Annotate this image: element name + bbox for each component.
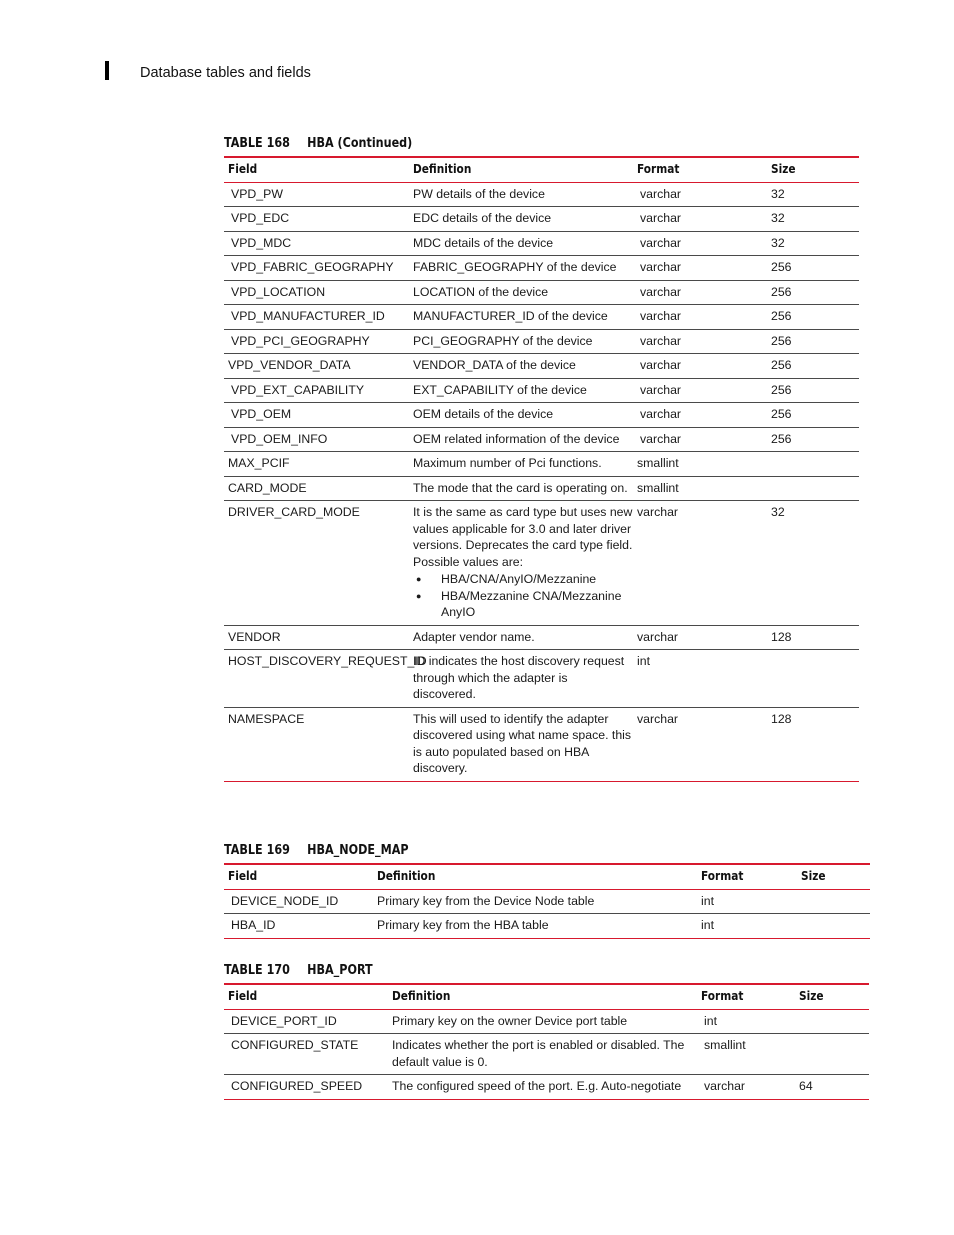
table-row xyxy=(224,1034,869,1075)
margin-change-bar xyxy=(105,61,109,80)
cell-format: int xyxy=(701,1009,799,1034)
cell-format: int xyxy=(637,650,771,708)
table-170-caption xyxy=(224,963,373,978)
cell-format: int xyxy=(701,889,801,914)
cell-definition: This will used to identify the adapter discovered using what name space. this is auto populated based on HBA discovery. xyxy=(413,707,637,781)
cell-size: 32 xyxy=(771,231,859,256)
table-row xyxy=(224,914,870,939)
cell-format: varchar xyxy=(637,207,771,232)
table-169-caption xyxy=(224,843,409,858)
cell-definition: PCI_GEOGRAPHY of the device xyxy=(413,329,637,354)
cell-field: CONFIGURED_STATE xyxy=(224,1034,392,1075)
cell-field: VPD_FABRIC_GEOGRAPHY xyxy=(224,256,413,281)
column-header-format: Format xyxy=(637,157,771,182)
cell-field: VPD_PCI_GEOGRAPHY xyxy=(224,329,413,354)
column-header-format: Format xyxy=(701,864,801,889)
column-header-definition: Definition xyxy=(377,864,701,889)
cell-field: DEVICE_PORT_ID xyxy=(224,1009,392,1034)
cell-definition: Maximum number of Pci functions. xyxy=(413,452,637,477)
table-row xyxy=(224,707,859,781)
cell-definition: It is the same as card type but uses new values applicable for 3.0 and later driver versions. Deprecates the card type field. Possible values are: ● HBA/CNA/AnyIO/Mezzanine ● HBA/Mezzanine CNA/Mezzanine AnyIO xyxy=(413,501,637,626)
cell-definition: FABRIC_GEOGRAPHY of the device xyxy=(413,256,637,281)
cell-field: VPD_EDC xyxy=(224,207,413,232)
cell-size: 256 xyxy=(771,403,859,428)
cell-size xyxy=(799,1009,869,1034)
cell-field: HBA_ID xyxy=(224,914,377,939)
table-169-body xyxy=(224,889,870,938)
cell-field: NAMESPACE xyxy=(224,707,413,781)
bullet-list xyxy=(413,571,633,621)
table-row xyxy=(224,231,859,256)
cell-field: CONFIGURED_SPEED xyxy=(224,1075,392,1100)
table-row xyxy=(224,378,859,403)
cell-field: DEVICE_NODE_ID xyxy=(224,889,377,914)
cell-size: 256 xyxy=(771,427,859,452)
table-168-body xyxy=(224,182,859,781)
table-row xyxy=(224,889,870,914)
table-row xyxy=(224,625,859,650)
column-header-field: Field xyxy=(224,864,377,889)
table-169-title: HBA_NODE_MAP xyxy=(307,843,409,858)
cell-field: VPD_LOCATION xyxy=(224,280,413,305)
table-row xyxy=(224,403,859,428)
cell-format: varchar xyxy=(637,256,771,281)
cell-definition: Primary key from the HBA table xyxy=(377,914,701,939)
cell-format: smallint xyxy=(637,476,771,501)
cell-size: 32 xyxy=(771,501,859,626)
table-row xyxy=(224,1075,869,1100)
cell-field: VENDOR xyxy=(224,625,413,650)
cell-definition: OEM details of the device xyxy=(413,403,637,428)
cell-definition: Primary key from the Device Node table xyxy=(377,889,701,914)
cell-format: varchar xyxy=(701,1075,799,1100)
cell-field: HOST_DISCOVERY_REQUEST_ID xyxy=(224,650,413,708)
cell-field: VPD_OEM_INFO xyxy=(224,427,413,452)
table-168 xyxy=(224,156,859,782)
cell-size xyxy=(801,914,870,939)
column-header-size: Size xyxy=(771,157,859,182)
cell-size: 128 xyxy=(771,707,859,781)
cell-size xyxy=(771,650,859,708)
column-header-size: Size xyxy=(799,984,869,1009)
table-168-title: HBA (Continued) xyxy=(307,136,413,151)
cell-definition: EXT_CAPABILITY of the device xyxy=(413,378,637,403)
cell-definition: Indicates whether the port is enabled or disabled. The default value is 0. xyxy=(392,1034,701,1075)
cell-format: varchar xyxy=(637,182,771,207)
cell-size xyxy=(771,452,859,477)
cell-definition: Adapter vendor name. xyxy=(413,625,637,650)
table-row xyxy=(224,329,859,354)
table-row xyxy=(224,280,859,305)
cell-format: varchar xyxy=(637,329,771,354)
cell-field: MAX_PCIF xyxy=(224,452,413,477)
cell-field: CARD_MODE xyxy=(224,476,413,501)
cell-field: VPD_MANUFACTURER_ID xyxy=(224,305,413,330)
table-170-body xyxy=(224,1009,869,1099)
cell-field: DRIVER_CARD_MODE xyxy=(224,501,413,626)
cell-definition: VENDOR_DATA of the device xyxy=(413,354,637,379)
cell-format: smallint xyxy=(637,452,771,477)
cell-format: varchar xyxy=(637,354,771,379)
cell-definition: LOCATION of the device xyxy=(413,280,637,305)
cell-format: varchar xyxy=(637,280,771,305)
cell-definition: EDC details of the device xyxy=(413,207,637,232)
cell-format: varchar xyxy=(637,403,771,428)
cell-format: varchar xyxy=(637,625,771,650)
table-168-caption xyxy=(224,136,412,151)
table-row xyxy=(224,427,859,452)
cell-definition: Primary key on the owner Device port table xyxy=(392,1009,701,1034)
table-row xyxy=(224,207,859,232)
table-170-title: HBA_PORT xyxy=(307,963,373,978)
bullet-item: ● HBA/CNA/AnyIO/Mezzanine xyxy=(413,571,633,588)
cell-format: int xyxy=(701,914,801,939)
cell-definition: PW details of the device xyxy=(413,182,637,207)
table-row xyxy=(224,501,859,626)
cell-size: 32 xyxy=(771,207,859,232)
cell-definition: The configured speed of the port. E.g. Auto-negotiate xyxy=(392,1075,701,1100)
column-header-field: Field xyxy=(224,157,413,182)
cell-size: 256 xyxy=(771,354,859,379)
cell-size: 256 xyxy=(771,329,859,354)
cell-size xyxy=(771,476,859,501)
cell-format: smallint xyxy=(701,1034,799,1075)
cell-size xyxy=(799,1034,869,1075)
cell-format: varchar xyxy=(637,305,771,330)
cell-definition: The mode that the card is operating on. xyxy=(413,476,637,501)
table-169-number: TABLE 169 xyxy=(224,843,290,858)
cell-size: 128 xyxy=(771,625,859,650)
cell-size: 32 xyxy=(771,182,859,207)
table-row xyxy=(224,476,859,501)
cell-format: varchar xyxy=(637,378,771,403)
table-row xyxy=(224,650,859,708)
running-header: Database tables and fields xyxy=(140,65,311,81)
cell-field: VPD_MDC xyxy=(224,231,413,256)
cell-field: VPD_EXT_CAPABILITY xyxy=(224,378,413,403)
cell-size: 256 xyxy=(771,256,859,281)
table-row xyxy=(224,182,859,207)
cell-size xyxy=(801,889,870,914)
table-170 xyxy=(224,983,869,1100)
cell-format: varchar xyxy=(637,427,771,452)
column-header-field: Field xyxy=(224,984,392,1009)
column-header-definition: Definition xyxy=(392,984,701,1009)
table-170-number: TABLE 170 xyxy=(224,963,290,978)
cell-definition: OEM related information of the device xyxy=(413,427,637,452)
cell-size: 256 xyxy=(771,378,859,403)
cell-field: VPD_VENDOR_DATA xyxy=(224,354,413,379)
cell-definition: ID indicates the host discovery request through which the adapter is discovered. xyxy=(413,650,637,708)
cell-definition: MANUFACTURER_ID of the device xyxy=(413,305,637,330)
table-row xyxy=(224,1009,869,1034)
cell-format: varchar xyxy=(637,707,771,781)
table-row xyxy=(224,354,859,379)
column-header-definition: Definition xyxy=(413,157,637,182)
cell-definition: MDC details of the device xyxy=(413,231,637,256)
cell-size: 64 xyxy=(799,1075,869,1100)
table-169 xyxy=(224,863,870,939)
cell-format: varchar xyxy=(637,231,771,256)
cell-size: 256 xyxy=(771,305,859,330)
table-row xyxy=(224,452,859,477)
table-row xyxy=(224,305,859,330)
cell-size: 256 xyxy=(771,280,859,305)
column-header-format: Format xyxy=(701,984,799,1009)
table-168-number: TABLE 168 xyxy=(224,136,290,151)
table-row xyxy=(224,256,859,281)
column-header-size: Size xyxy=(801,864,870,889)
cell-field: VPD_OEM xyxy=(224,403,413,428)
cell-format: varchar xyxy=(637,501,771,626)
bullet-item: ● HBA/Mezzanine CNA/Mezzanine AnyIO xyxy=(413,588,633,621)
cell-field: VPD_PW xyxy=(224,182,413,207)
